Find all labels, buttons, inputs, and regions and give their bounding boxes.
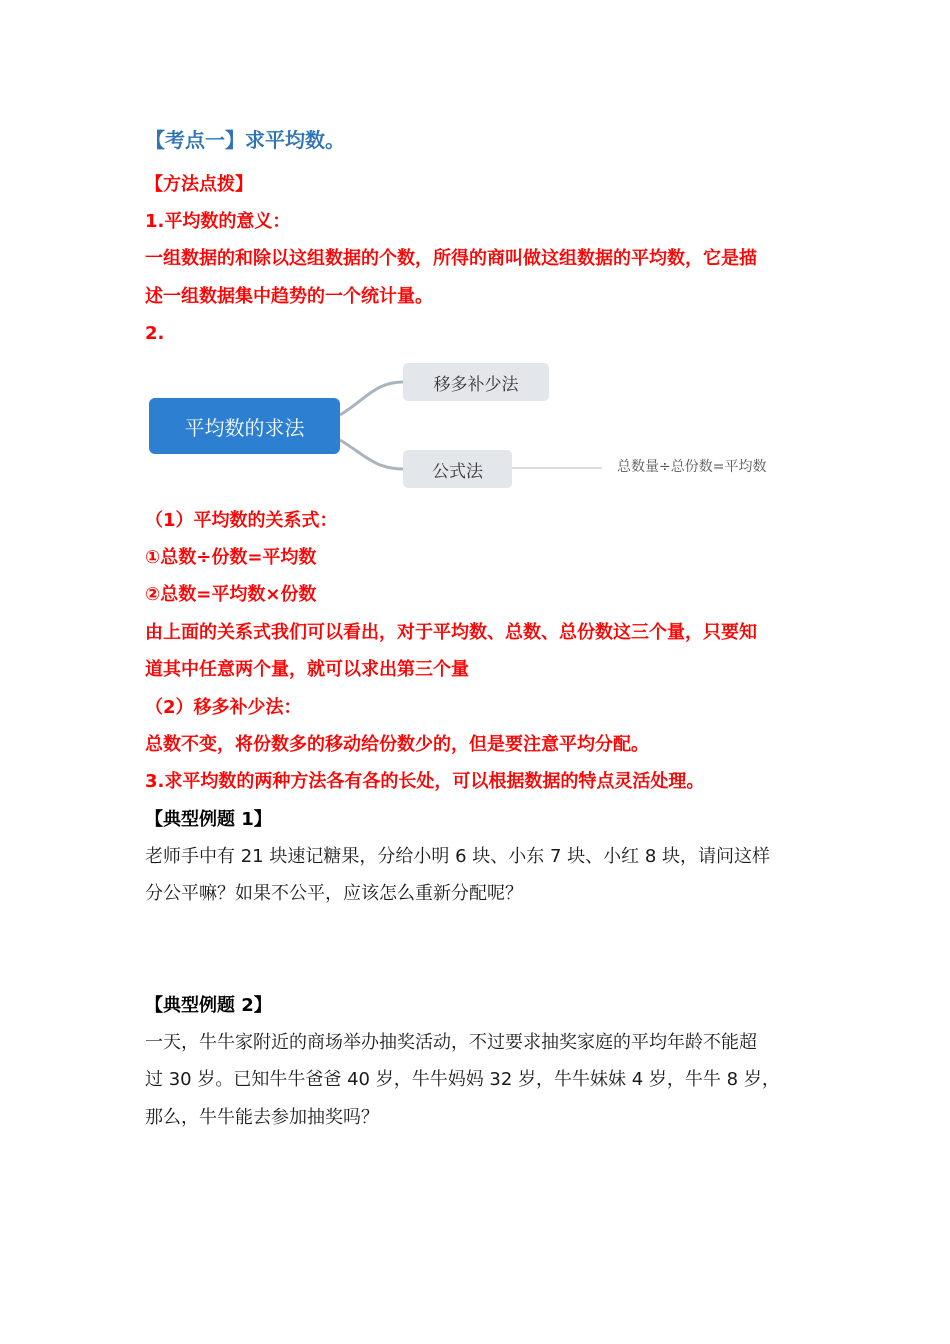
point1-heading: 1.平均数的意义： [145, 211, 291, 232]
point2-label: 2. [145, 323, 165, 344]
mindmap-branch-formula-method: 公式法 [403, 450, 512, 488]
mindmap-formula-note: 总数量÷总份数=平均数 [617, 459, 767, 475]
mindmap-root-node: 平均数的求法 [149, 398, 340, 454]
example2-line3: 那么，牛牛能去参加抽奖吗？ [145, 1107, 379, 1128]
example1-line2: 分公平嘛？如果不公平，应该怎么重新分配呢？ [145, 883, 523, 904]
connector-root-to-branch1 [340, 382, 403, 415]
point1-text-line2: 述一组数据集中趋势的一个统计量。 [145, 286, 433, 307]
point3-text: 3.求平均数的两种方法各有各的长处，可以根据数据的特点灵活处理。 [145, 771, 705, 792]
example1-heading: 【典型例题 1】 [145, 809, 272, 830]
relation-formula1: ①总数÷份数=平均数 [145, 547, 317, 568]
example2-line1: 一天，牛牛家附近的商场举办抽奖活动，不过要求抽奖家庭的平均年龄不能超 [145, 1032, 757, 1053]
example2-line2: 过 30 岁。已知牛牛爸爸 40 岁，牛牛妈妈 32 岁，牛牛妹妹 4 岁，牛牛 8 岁， [145, 1069, 780, 1090]
example1-line1: 老师手中有 21 块速记糖果，分给小明 6 块、小东 7 块、小红 8 块，请问这样 [145, 846, 771, 867]
connector-root-to-branch2 [340, 440, 403, 469]
relation-heading: （1）平均数的关系式： [145, 510, 338, 531]
relation-formula2: ②总数=平均数×份数 [145, 584, 317, 605]
shift-method-heading: （2）移多补少法： [145, 697, 302, 718]
point1-text-line1: 一组数据的和除以这组数据的个数，所得的商叫做这组数据的平均数，它是描 [145, 248, 757, 269]
example2-heading: 【典型例题 2】 [145, 995, 272, 1016]
method-heading: 【方法点拨】 [145, 174, 253, 195]
relation-text-line2: 道其中任意两个量，就可以求出第三个量 [145, 659, 469, 680]
relation-text-line1: 由上面的关系式我们可以看出，对于平均数、总数、总份数这三个量，只要知 [145, 622, 757, 643]
mindmap-diagram [140, 355, 800, 495]
section-title: 【考点一】求平均数。 [145, 128, 345, 152]
mindmap-branch-shift-method: 移多补少法 [403, 363, 549, 401]
shift-method-text: 总数不变，将份数多的移动给份数少的，但是要注意平均分配。 [145, 734, 649, 755]
